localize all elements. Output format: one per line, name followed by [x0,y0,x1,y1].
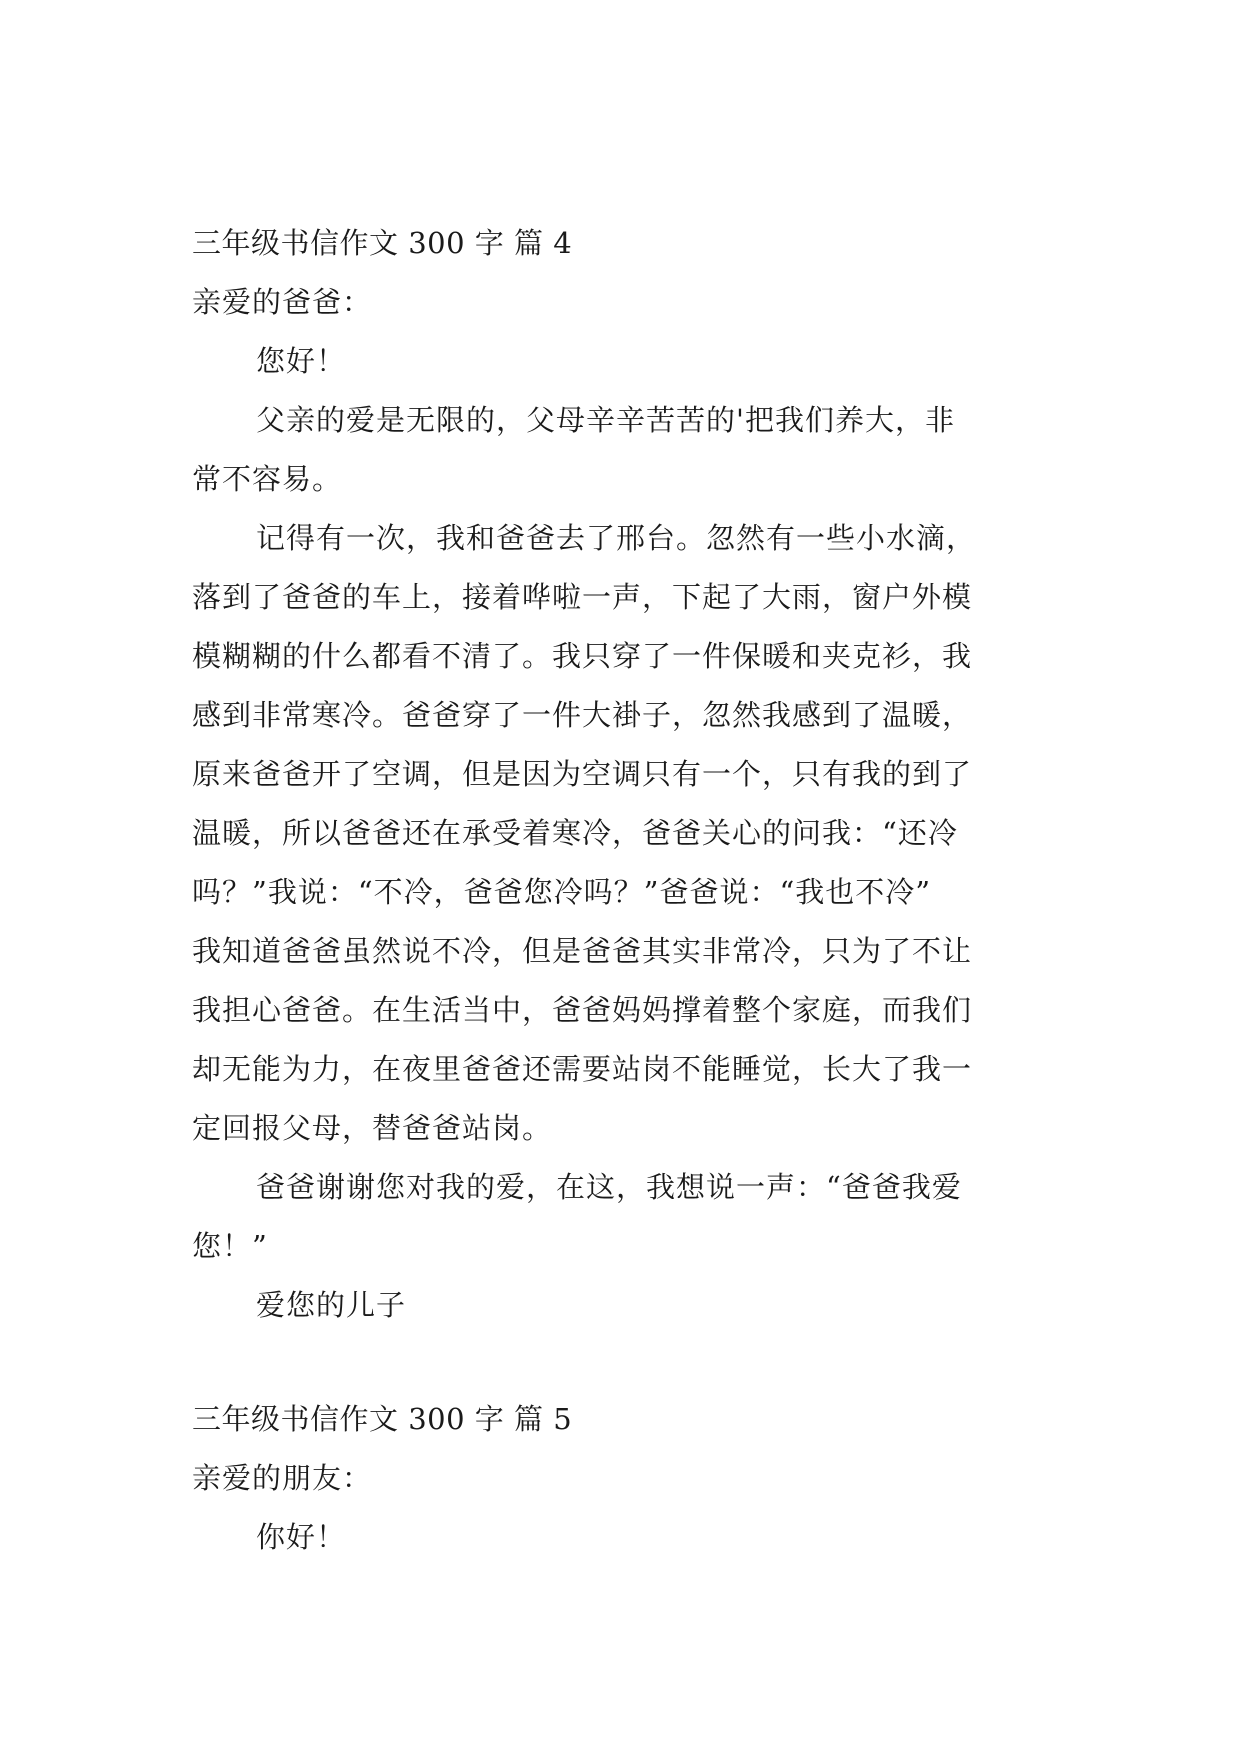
paragraph-line: 落到了爸爸的车上，接着哗啦一声，下起了大雨，窗户外模 [192,580,973,614]
paragraph-line: 我知道爸爸虽然说不冷，但是爸爸其实非常冷，只为了不让 [192,934,973,968]
paragraph-line: 定回报父母，替爸爸站岗。 [192,1111,553,1145]
section-4-greeting: 您好！ [256,344,347,378]
paragraph-line: 您！” [192,1229,268,1263]
paragraph-line: 却无能为力，在夜里爸爸还需要站岗不能睡觉，长大了我一 [192,1052,973,1086]
section-4-paragraph-2 [192,509,1050,1158]
section-5-title: 三年级书信作文 300 字 篇 5 [192,1402,573,1436]
section-4-title: 三年级书信作文 300 字 篇 4 [192,226,573,260]
paragraph-line: 我担心爸爸。在生活当中，爸爸妈妈撑着整个家庭，而我们 [192,993,973,1027]
paragraph-line: 模糊糊的什么都看不清了。我只穿了一件保暖和夹克衫，我 [192,639,973,673]
section-gap [192,1335,1050,1390]
paragraph-line: 吗？”我说：“不冷，爸爸您冷吗？”爸爸说：“我也不冷” [192,875,932,909]
section-5-greeting: 你好！ [256,1520,347,1554]
section-4-signature: 爱您的儿子 [256,1288,407,1322]
paragraph-line: 常不容易。 [192,462,343,496]
section-5-salutation: 亲爱的朋友： [192,1461,373,1495]
paragraph-line: 爸爸谢谢您对我的爱，在这，我想说一声：“爸爸我爱 [256,1170,962,1204]
section-4-paragraph-3 [192,1158,1050,1276]
paragraph-line: 原来爸爸开了空调，但是因为空调只有一个，只有我的到了 [192,757,973,791]
paragraph-line: 温暖，所以爸爸还在承受着寒冷，爸爸关心的问我：“还冷 [192,816,958,850]
section-4-paragraph-1 [192,391,1050,509]
paragraph-line: 感到非常寒冷。爸爸穿了一件大褂子，忽然我感到了温暖， [192,698,973,732]
paragraph-line: 父亲的爱是无限的，父母辛辛苦苦的'把我们养大，非 [256,403,955,437]
paragraph-line: 记得有一次，我和爸爸去了邢台。忽然有一些小水滴， [256,521,977,555]
section-4-salutation: 亲爱的爸爸： [192,285,373,319]
document-body [192,214,1050,1567]
